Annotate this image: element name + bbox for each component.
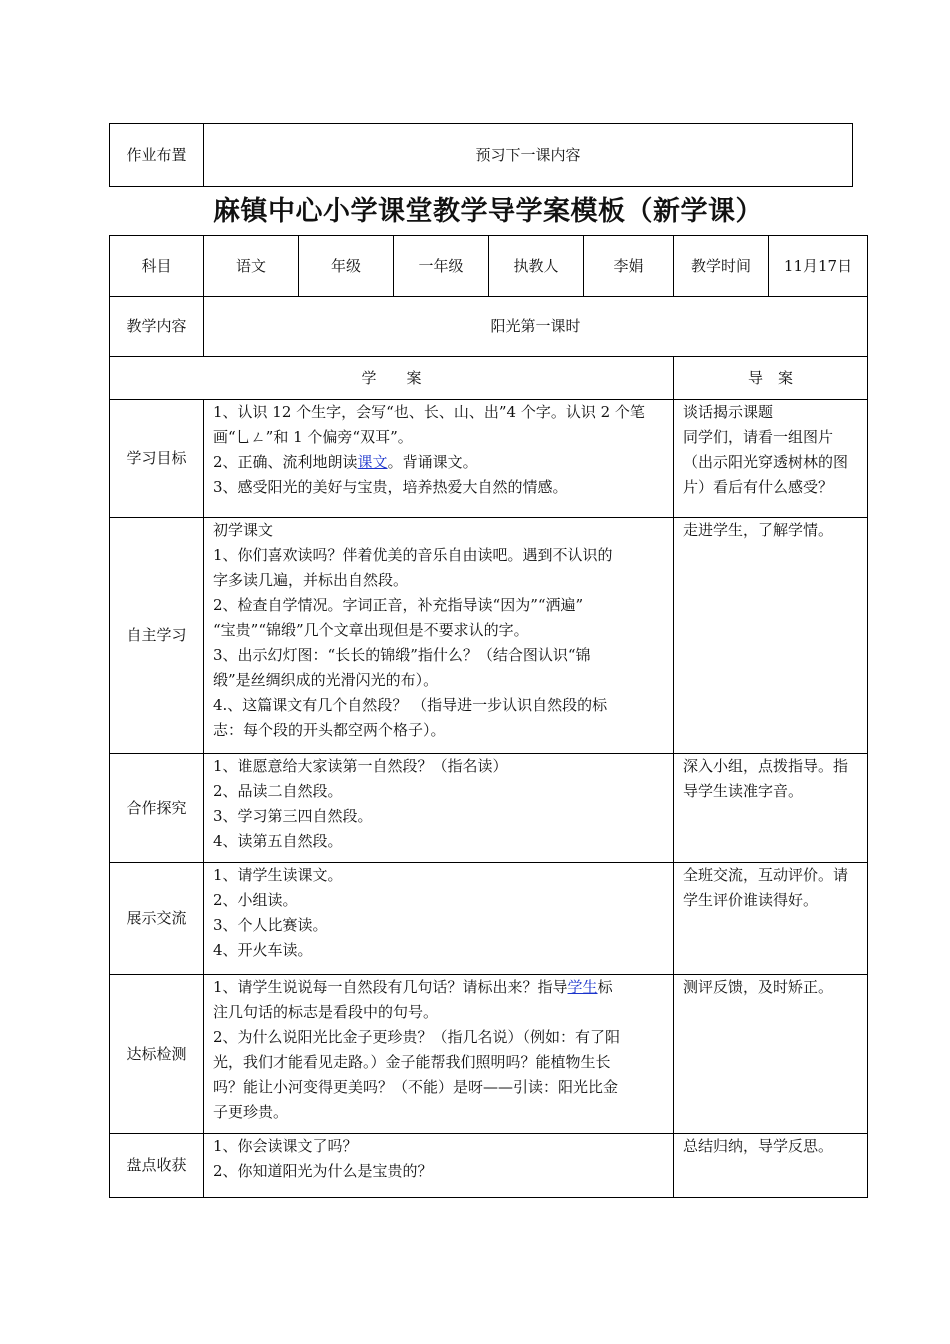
xue-an-header: 学 案 — [110, 357, 674, 400]
time-label: 教学时间 — [674, 236, 769, 297]
coop-label: 合作探究 — [110, 754, 204, 863]
homework-table — [109, 123, 853, 187]
check-label: 达标检测 — [110, 975, 204, 1134]
goals-content — [204, 400, 674, 518]
section-assessment — [110, 975, 868, 1134]
goals-guide-line-2: 同学们，请看一组图片 — [683, 428, 834, 446]
section-self-study — [110, 518, 868, 754]
self-line-7: 缎”是丝绸织成的光滑闪光的布）。 — [213, 671, 439, 689]
section-cooperation — [110, 754, 868, 863]
self-line-5: “宝贵”“锦缎”几个文章出现但是不要求认的字。 — [213, 621, 529, 639]
coop-line-2: 2、品读二自然段。 — [213, 782, 343, 800]
show-guide — [674, 863, 868, 975]
info-row — [110, 236, 868, 297]
goals-guide — [674, 400, 868, 518]
goals-line-3 — [213, 450, 664, 475]
check-guide-line-1: 测评反馈，及时矫正。 — [683, 978, 834, 996]
goals-line-1: 1、认识 12 个生字，会写“也、长、山、出”4 个字。认识 2 个笔 — [213, 403, 645, 421]
grade-value: 一年级 — [394, 236, 489, 297]
show-guide-line-2: 学生评价谁读得好。 — [683, 891, 819, 909]
time-value: 11月17日 — [769, 236, 868, 297]
self-line-1: 初学课文 — [213, 521, 274, 539]
summary-line-2: 2、你知道阳光为什么是宝贵的？ — [213, 1162, 433, 1180]
check-line-2: 注几句话的标志是看段中的句号。 — [213, 1003, 439, 1021]
homework-content: 预习下一课内容 — [204, 124, 853, 187]
self-line-8: 4.、这篇课文有几个自然段？ （指导进一步认识自然段的标 — [213, 696, 608, 714]
coop-line-3: 3、学习第三四自然段。 — [213, 807, 373, 825]
summary-guide-line-1: 总结归纳，导学反思。 — [683, 1137, 834, 1155]
goals-line-3-text: 2、正确、流利地朗读 — [213, 453, 358, 471]
goals-label: 学习目标 — [110, 400, 204, 518]
kewen-link[interactable]: 课文 — [357, 453, 388, 471]
content-value: 阳光第一课时 — [204, 297, 868, 357]
homework-label: 作业布置 — [110, 124, 204, 187]
summary-line-1: 1、你会读课文了吗？ — [213, 1137, 358, 1155]
self-guide-line-1: 走进学生，了解学情。 — [683, 521, 834, 539]
teacher-value: 李娟 — [584, 236, 674, 297]
summary-content — [204, 1134, 674, 1198]
check-line-1 — [213, 975, 664, 1000]
self-content — [204, 518, 674, 754]
document-title: 麻镇中心小学课堂教学导学案模板（新学课） — [213, 196, 763, 227]
self-line-2: 1、你们喜欢读吗？伴着优美的音乐自由读吧。遇到不认识的 — [213, 546, 613, 564]
coop-line-1: 1、谁愿意给大家读第一自然段？（指名读） — [213, 757, 508, 775]
self-guide — [674, 518, 868, 754]
check-line-1-tail: 标 — [597, 978, 613, 996]
self-label: 自主学习 — [110, 518, 204, 754]
dao-an-header: 导 案 — [674, 357, 868, 400]
coop-guide — [674, 754, 868, 863]
show-line-3: 3、个人比赛读。 — [213, 916, 328, 934]
content-label: 教学内容 — [110, 297, 204, 357]
show-line-1: 1、请学生读课文。 — [213, 866, 343, 884]
goals-line-3-tail: 。背诵课文。 — [387, 453, 478, 471]
header-row — [110, 357, 868, 400]
self-line-6: 3、出示幻灯图：“长长的锦缎”指什么？（结合图认识“锦 — [213, 646, 591, 664]
check-guide — [674, 975, 868, 1134]
check-line-6: 子更珍贵。 — [213, 1103, 289, 1121]
check-line-5: 吗？能让小河变得更美吗？（不能）是呀——引读：阳光比金 — [213, 1078, 619, 1096]
check-line-4: 光，我们才能看见走路。）金子能帮我们照明吗？能植物生长 — [213, 1053, 611, 1071]
goals-guide-line-1: 谈话揭示课题 — [683, 403, 774, 421]
coop-line-4: 4、读第五自然段。 — [213, 832, 343, 850]
summary-guide — [674, 1134, 868, 1198]
xuesheng-link[interactable]: 学生 — [567, 978, 598, 996]
teacher-label: 执教人 — [489, 236, 584, 297]
goals-guide-line-4: 片）看后有什么感受？ — [683, 478, 834, 496]
lesson-plan-table — [109, 235, 868, 1198]
show-content — [204, 863, 674, 975]
self-line-4: 2、检查自学情况。字词正音，补充指导读“因为”“洒遍” — [213, 596, 584, 614]
check-line-3: 2、为什么说阳光比金子更珍贵？（指几名说）（例如：有了阳 — [213, 1028, 621, 1046]
show-line-4: 4、开火车读。 — [213, 941, 313, 959]
show-guide-line-1: 全班交流，互动评价。请 — [683, 866, 849, 884]
section-presentation — [110, 863, 868, 975]
goals-line-2: 画“乚ㄥ”和 1 个偏旁“双耳”。 — [213, 428, 413, 446]
coop-content — [204, 754, 674, 863]
subject-label: 科目 — [110, 236, 204, 297]
self-line-9: 志：每个段的开头都空两个格子）。 — [213, 721, 446, 739]
section-summary — [110, 1134, 868, 1198]
summary-label: 盘点收获 — [110, 1134, 204, 1198]
show-label: 展示交流 — [110, 863, 204, 975]
check-line-1-text: 1、请学生说说每一自然段有几句话？请标出来？指导 — [213, 978, 568, 996]
goals-line-4: 3、感受阳光的美好与宝贵，培养热爱大自然的情感。 — [213, 478, 568, 496]
coop-guide-line-2: 导学生读准字音。 — [683, 782, 804, 800]
subject-value: 语文 — [204, 236, 299, 297]
self-line-3: 字多读几遍，并标出自然段。 — [213, 571, 409, 589]
grade-label: 年级 — [299, 236, 394, 297]
coop-guide-line-1: 深入小组，点拨指导。指 — [683, 757, 849, 775]
check-content — [204, 975, 674, 1134]
content-row — [110, 297, 868, 357]
goals-guide-line-3: （出示阳光穿透树林的图 — [683, 453, 849, 471]
show-line-2: 2、小组读。 — [213, 891, 298, 909]
section-goals — [110, 400, 868, 518]
